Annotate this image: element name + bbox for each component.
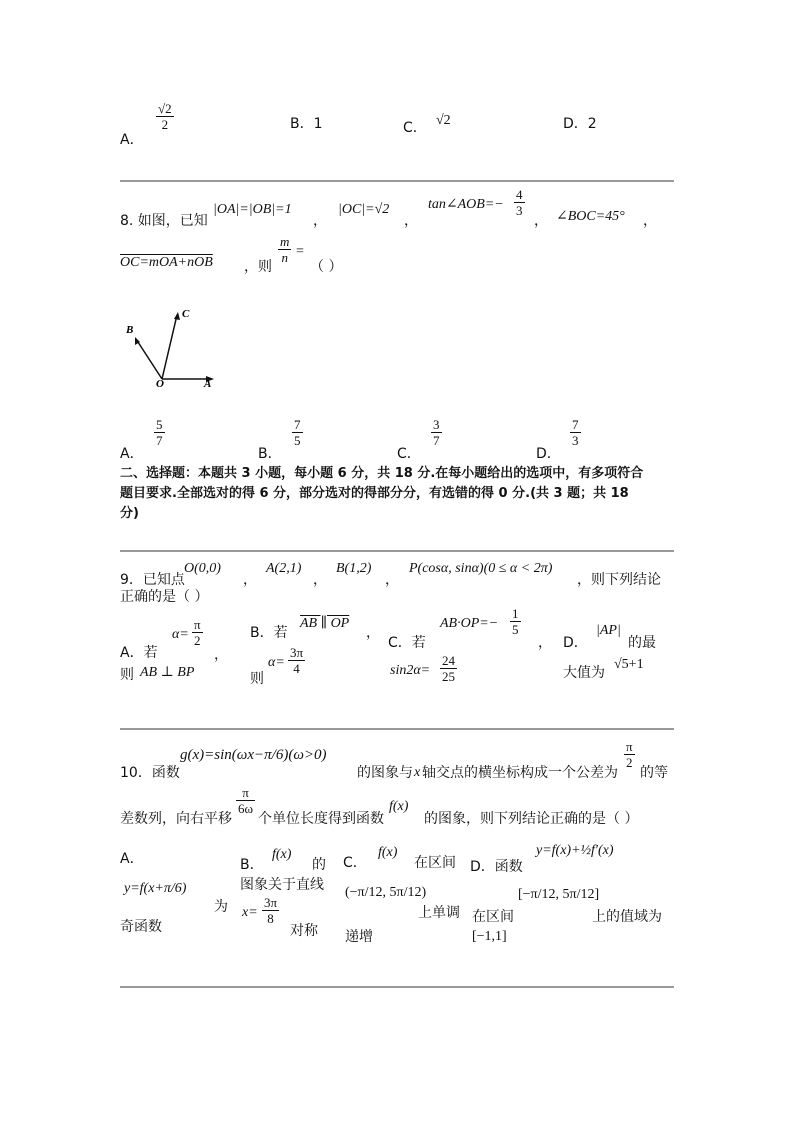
arrow-c-icon: [174, 312, 180, 320]
q10-option-c-text: 在区间: [414, 855, 456, 871]
q8-comma-4: ，: [643, 213, 657, 229]
fig-label-a: A: [204, 378, 212, 390]
q9-option-d-text1: 的最: [628, 635, 656, 651]
q7-option-b: B．1: [290, 116, 323, 132]
q10-option-b-line2: 图象关于直线: [240, 877, 324, 893]
q9-option-b-comma: ，: [366, 625, 380, 641]
q9-comma-2: ，: [313, 572, 327, 588]
q10-option-c-interval: (−π/12, 5π/12): [345, 885, 427, 900]
q8-cond3-fraction: $\frac{4}{3}$: [516, 187, 523, 218]
q9-option-b-then: 则: [250, 671, 264, 687]
q10-option-c-line3: 递增: [345, 929, 373, 945]
q8-equals: =: [296, 244, 304, 259]
q8-cond3: tan∠AOB=−: [428, 197, 504, 212]
q8-ratio-fraction: $\frac{m}{n}$: [280, 234, 290, 265]
q9-line2: 正确的是（ ）: [120, 589, 209, 605]
q9-option-a-result: AB ⊥ BP: [140, 665, 195, 680]
divider-2: [120, 550, 674, 552]
q8-option-b-fraction: $\frac{7}{5}$: [294, 417, 301, 448]
section2-line2: 题目要求.全部选对的得 6 分，部分选对的得部分分，有选错的得 0 分.(共 3 题；共 18: [120, 486, 629, 501]
q9-point-p: P(cosα, sinα)(0 ≤ α < 2π): [409, 561, 553, 576]
q10-prefix: 10．函数: [120, 765, 180, 781]
q10-option-d-text: 在区间: [472, 909, 514, 925]
q10-option-a-expr: y=f(x+π/6): [124, 881, 187, 896]
ray-ob: [136, 339, 162, 379]
q9-option-c-label: C．若: [388, 635, 426, 651]
q9-point-o: O(0,0): [184, 561, 221, 576]
q8-option-c-label: C．: [397, 446, 421, 462]
q9-tail: ，则下列结论: [577, 572, 661, 588]
q10-option-c-fx: f(x): [378, 845, 398, 860]
q10-option-b-label: B．: [240, 857, 264, 873]
ray-oc: [162, 315, 177, 379]
q8-cond2: |OC|=√2: [338, 202, 390, 217]
q10-option-d-range: [−1,1]: [472, 929, 507, 944]
q8-option-b-label: B．: [258, 446, 282, 462]
section2-line3: 分): [120, 506, 139, 521]
q8-vector-figure: [120, 305, 230, 390]
q10-x-var: x: [414, 765, 421, 780]
q10-shift-fraction: $\frac{\pi}{6\omega}$: [238, 785, 254, 816]
q8-comma-1: ，: [313, 213, 327, 229]
q10-option-c-line2: 上单调: [418, 905, 460, 921]
section2-line1: 二、选择题：本题共 3 小题，每小题 6 分，共 18 分.在每小题给出的选项中，有多项符合: [120, 466, 644, 481]
q9-comma-1: ，: [243, 572, 257, 588]
q9-option-c-cond: AB·OP=−: [440, 616, 499, 631]
q9-option-b-label: B．若: [250, 625, 288, 641]
q10-option-b-de: 的: [312, 857, 326, 873]
q9-option-b-result: α=: [268, 655, 285, 670]
q9-prefix: 9．已知点: [120, 572, 185, 588]
fig-label-c: C: [182, 308, 190, 320]
q9-option-a-cond: α=: [172, 627, 189, 642]
q9-option-c-comma: ，: [538, 635, 552, 651]
q10-function: g(x)=sin(ωx−π/6)(ω>0): [180, 747, 327, 763]
q8-answer-paren: （ ）: [310, 259, 343, 275]
q10-option-d-label: D．函数: [470, 859, 523, 875]
q9-point-b: B(1,2): [336, 561, 372, 576]
q8-then: ，则: [244, 259, 272, 275]
q9-point-a: A(2,1): [266, 561, 302, 576]
q10-option-a-tail: 为: [214, 899, 228, 915]
q10-option-b-x: x=: [242, 905, 258, 920]
q8-option-d-fraction: $\frac{7}{3}$: [572, 417, 579, 448]
q7-option-c-label: C．: [403, 120, 427, 136]
divider-3: [120, 728, 674, 730]
q8-option-c-fraction: $\frac{3}{7}$: [433, 417, 440, 448]
q7-option-a-label: A．: [120, 132, 144, 148]
q9-option-a-fraction: $\frac{\pi}{2}$: [194, 617, 201, 648]
q9-option-c-result: sin2α=: [390, 663, 431, 678]
q9-option-c-fraction: $\frac{1}{5}$: [512, 606, 519, 637]
q10-line2-c: 的图象，则下列结论正确的是（ ）: [424, 811, 639, 827]
q8-option-a-label: A．: [120, 446, 144, 462]
q7-option-d: D．2: [563, 116, 597, 132]
q9-option-b-cond: AB ∥ OP: [300, 616, 350, 631]
q10-text3: 的等: [640, 765, 668, 781]
q10-option-b-fx: f(x): [272, 847, 292, 862]
q9-option-d-expr: |AP|: [596, 623, 621, 638]
q10-option-c-label: C．: [343, 855, 367, 871]
q10-option-d-expr: y=f(x)+½f′(x): [536, 843, 614, 858]
q10-option-a-line3: 奇函数: [120, 919, 162, 935]
q10-common-difference-fraction: $\frac{\pi}{2}$: [626, 739, 633, 770]
q7-option-c-value: √2: [436, 113, 451, 128]
q10-option-d-tail: 上的值域为: [592, 909, 662, 925]
q10-line2-a: 差数列，向右平移: [120, 811, 232, 827]
divider-4: [120, 986, 674, 988]
q7-option-a-fraction: $\frac{√2}{2}$: [158, 101, 172, 132]
q9-option-d-label: D．: [563, 635, 588, 651]
fig-label-b: B: [126, 324, 134, 336]
q10-option-a-label: A．: [120, 851, 144, 867]
q9-option-a-then: 则: [120, 667, 134, 683]
q8-comma-3: ，: [534, 213, 548, 229]
q9-option-a-comma: ，: [214, 647, 228, 663]
q8-prefix: 8. 如图，已知: [120, 213, 208, 229]
q8-option-a-fraction: $\frac{5}{7}$: [156, 417, 163, 448]
q10-line2-b: 个单位长度得到函数: [258, 811, 384, 827]
q10-fx: f(x): [389, 799, 409, 814]
q10-text2: 轴交点的横坐标构成一个公差为: [422, 765, 618, 781]
q9-option-d-value: √5+1: [614, 657, 644, 672]
q8-option-d-label: D．: [536, 446, 561, 462]
q9-option-c-result-fraction: $\frac{24}{25}$: [442, 653, 455, 684]
q10-option-d-interval: [−π/12, 5π/12]: [518, 887, 600, 902]
fig-label-o: O: [156, 378, 164, 390]
q10-option-b-tail: 对称: [290, 923, 318, 939]
q9-option-a-label: A．若: [120, 645, 158, 661]
q9-comma-3: ，: [385, 572, 399, 588]
q10-option-b-fraction: $\frac{3\pi}{8}$: [264, 895, 278, 926]
q8-cond4: ∠BOC=45°: [556, 209, 625, 224]
divider-1: [120, 180, 674, 182]
q8-comma-2: ，: [404, 213, 418, 229]
q9-option-d-text2: 大值为: [563, 665, 605, 681]
q8-vector-equation: OC=mOA+nOB: [120, 255, 213, 270]
q8-cond1: |OA|=|OB|=1: [213, 202, 292, 217]
q10-text1: 的图象与: [357, 765, 413, 781]
q9-option-b-fraction: $\frac{3\pi}{4}$: [290, 645, 304, 676]
